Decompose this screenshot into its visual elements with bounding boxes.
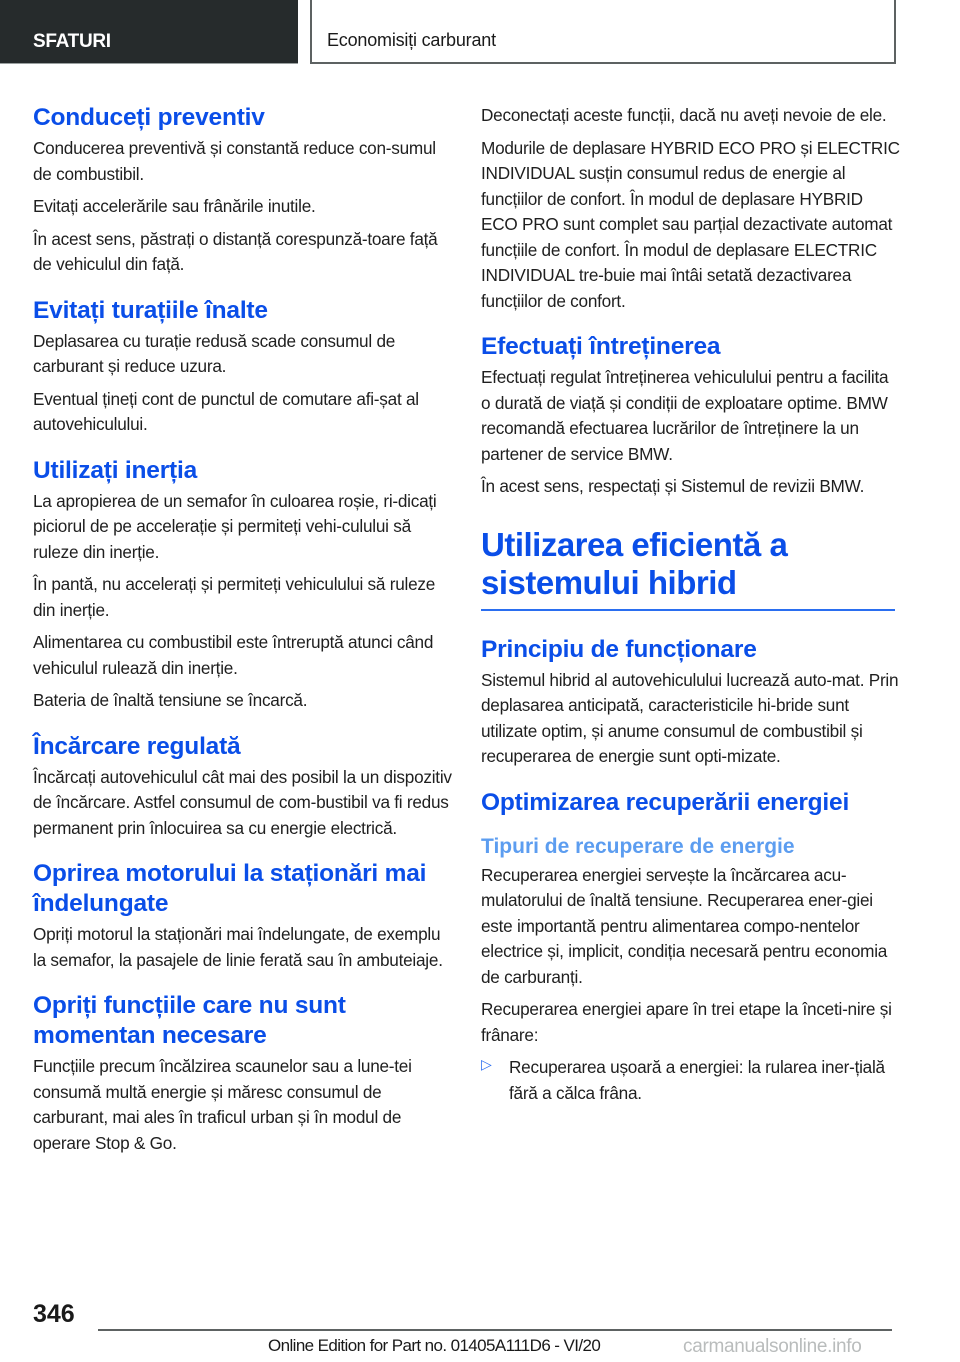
page-number: 346: [33, 1300, 75, 1328]
paragraph: Funcțiile precum încălzirea scaunelor sau a lune-tei consumă multă energie și măresc consumul de carburant, mai ales în traficul urban și în modul de operare Stop & Go.: [33, 1056, 412, 1153]
section-heading: Principiu de funcționare: [481, 635, 757, 663]
section-label: SFATURI: [33, 31, 111, 52]
list-item: [481, 1055, 901, 1106]
section-heading: Utilizați inerția: [33, 456, 198, 484]
section-heading: Încărcare regulată: [33, 732, 241, 760]
section-energy-recovery: [481, 788, 901, 1107]
paragraph: Deplasarea cu turație redusă scade consumul de carburant și reduce uzura.: [33, 330, 396, 376]
paragraph: Încărcați autovehiculul cât mai des posibil la un dispozitiv de încărcare. Astfel consumul de com-bustibil va fi redus permanent prin înlocuirea sa cu energie electrică.: [33, 766, 452, 838]
paragraph: Sistemul hibrid al autovehiculului lucrează auto-mat. Prin deplasarea anticipată, caracteristicile hi-bride sunt utilizate optim, și anume consumul de combustibil și recuperarea de energie sunt opti-mizate.: [481, 669, 899, 766]
subsection-heading: Tipuri de recuperare de energie: [481, 834, 795, 858]
section-switch-off-functions: [33, 991, 453, 1156]
section-heading: Optimizarea recuperării energiei: [481, 788, 850, 816]
topic-label: Economisiți carburant: [327, 30, 496, 50]
section-avoid-high-rpm: [33, 296, 453, 438]
paragraph: Conducerea preventivă și constantă reduce con-sumul de combustibil.: [33, 138, 436, 184]
paragraph: Modurile de deplasare HYBRID ECO PRO și ELECTRIC INDIVIDUAL susțin consumul redus de energie al funcțiilor de confort. În modul de deplasare HYBRID ECO PRO sunt complet sau parțial dezactivate automat funcțiile de confort. În modul de deplasare ELECTRIC INDIVIDUAL tre-buie mai întâi setată dezactivarea funcțiilor de confort.: [481, 137, 900, 311]
paragraph: Bateria de înaltă tensiune se încarcă.: [33, 690, 308, 710]
section-engine-stop: [33, 859, 453, 973]
edition-label: Online Edition for Part no. 01405A111D6 - VI/20: [268, 1336, 601, 1355]
section-operating-principle: [481, 635, 901, 770]
chapter-title: Utilizarea eficientă a sistemului hibrid: [481, 526, 895, 611]
section-heading: Opriți funcțiile care nu sunt momentan necesare: [33, 992, 346, 1049]
left-column: [33, 103, 453, 1156]
paragraph: Eventual țineți cont de punctul de comutare afi-șat al autovehiculului.: [33, 388, 419, 434]
paragraph: Recuperarea energiei servește la încărcarea acu-mulatorului de înaltă tensiune. Recuperarea ener-giei este importantă pentru alimentarea compo-nentelor electrice și, implicit, condiția necesară pentru economia de carburanți.: [481, 864, 888, 987]
paragraph: Recuperarea energiei apare în trei etape la înceti-nire și frânare:: [481, 999, 892, 1045]
paragraph: Alimentarea cu combustibil este întreruptă atunci când vehiculul rulează din inerție.: [33, 632, 434, 678]
section-maintenance: [481, 332, 901, 500]
paragraph: În acest sens, respectați și Sistemul de revizii BMW.: [481, 476, 865, 496]
paragraph: Opriți motorul la staționări mai îndelungate, de exemplu la semafor, la pasajele de linie ferată sau în ambuteiaje.: [33, 924, 443, 970]
paragraph: Efectuați regulat întreținerea vehiculului pentru a facilita o durată de viață și condiții de exploatare optime. BMW recomandă efectuarea lucrărilor de întreținere la un partener de service BMW.: [481, 367, 889, 464]
section-continuation: [481, 103, 901, 314]
section-heading: Conduceți preventiv: [33, 104, 265, 131]
paragraph: Evitați accelerările sau frânările inutile.: [33, 196, 316, 216]
section-tab: [0, 0, 298, 64]
triangle-right-icon: ▷: [481, 1056, 492, 1072]
list-item-text: Recuperarea ușoară a energiei: la rularea iner-țială fără a călca frâna.: [509, 1057, 885, 1103]
paragraph: În acest sens, păstrați o distanță corespunză-toare față de vehiculul din față.: [33, 228, 438, 274]
section-heading: Efectuați întreținerea: [481, 333, 721, 360]
footer-divider: [98, 1329, 892, 1331]
section-heading: Evitați turațiile înalte: [33, 296, 268, 324]
watermark: carmanualsonline.info: [683, 1336, 862, 1357]
paragraph: Deconectați aceste funcții, dacă nu aveți nevoie de ele.: [481, 105, 887, 125]
section-drive-preventively: [33, 103, 453, 278]
topic-tab: [310, 0, 896, 64]
section-use-coasting: [33, 456, 453, 714]
section-heading: Oprirea motorului la staționări mai îndelungate: [33, 860, 427, 917]
paragraph: În pantă, nu accelerați și permiteți vehiculului să ruleze din inerție.: [33, 574, 436, 620]
paragraph: La apropierea de un semafor în culoarea roșie, ri-dicați piciorul de pe accelerație și permiteți vehi-culului să ruleze din inerție.: [33, 490, 437, 562]
right-column: [481, 103, 901, 1106]
section-regular-charging: [33, 732, 453, 842]
